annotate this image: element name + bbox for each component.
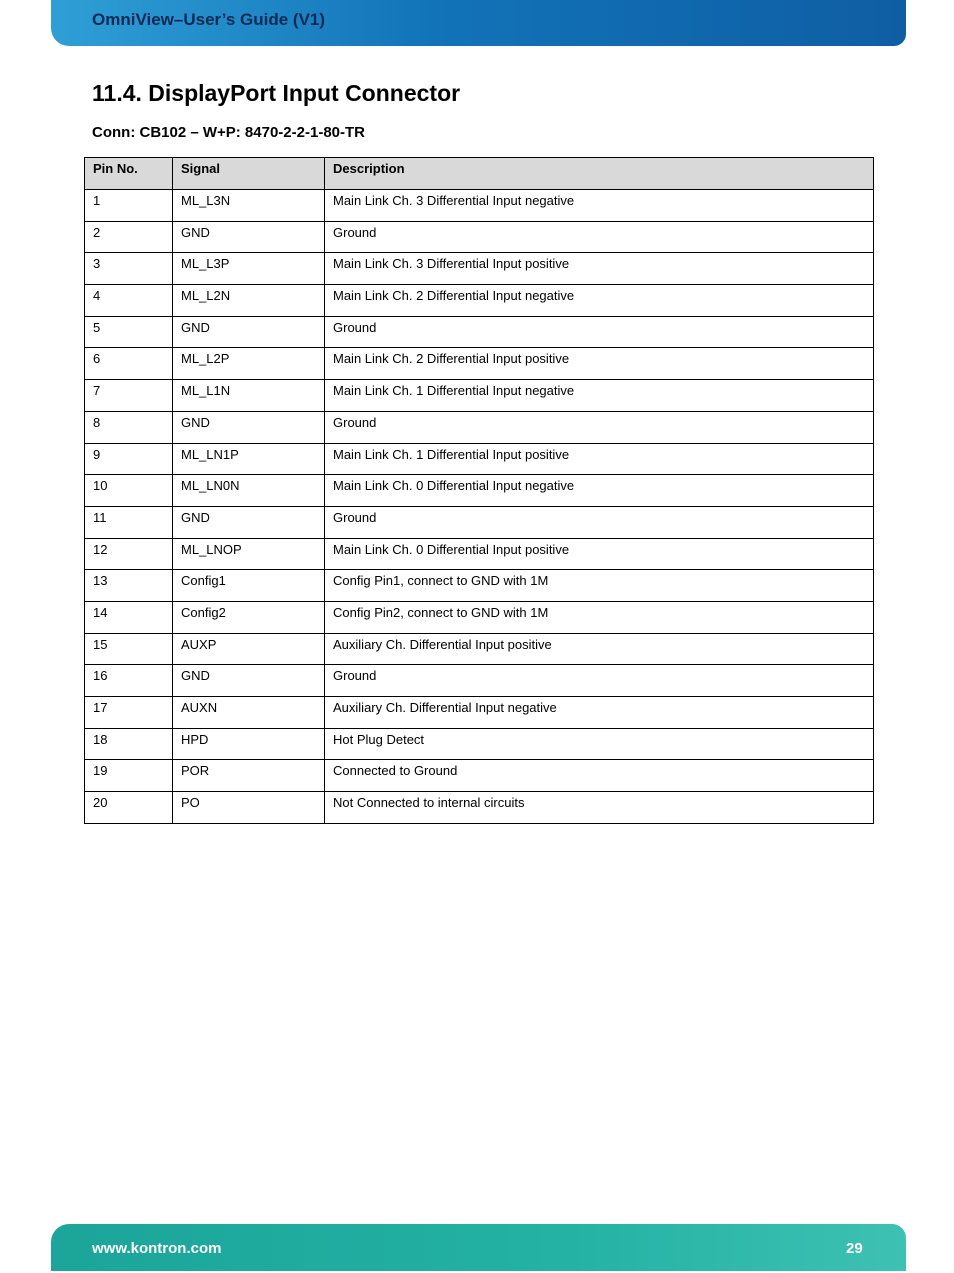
section-title: 11.4. DisplayPort Input Connector [92, 80, 461, 106]
cell-signal: Config2 [173, 601, 325, 633]
cell-signal: GND [173, 221, 325, 253]
cell-signal: ML_L2P [173, 348, 325, 380]
cell-pin: 1 [85, 190, 173, 222]
cell-pin: 12 [85, 538, 173, 570]
cell-signal: ML_LNOP [173, 538, 325, 570]
column-header-signal: Signal [173, 158, 325, 190]
table-row [85, 285, 874, 317]
footer-url: www.kontron.com [92, 1240, 222, 1257]
table-body [85, 190, 874, 824]
cell-pin: 5 [85, 316, 173, 348]
cell-description: Ground [325, 665, 874, 697]
cell-description: Config Pin2, connect to GND with 1M [325, 601, 874, 633]
cell-signal: ML_L1N [173, 380, 325, 412]
table-row [85, 697, 874, 729]
cell-pin: 17 [85, 697, 173, 729]
cell-pin: 8 [85, 411, 173, 443]
cell-pin: 13 [85, 570, 173, 602]
cell-signal: GND [173, 411, 325, 443]
table-row [85, 570, 874, 602]
column-header-pin: Pin No. [85, 158, 173, 190]
cell-pin: 14 [85, 601, 173, 633]
cell-pin: 18 [85, 728, 173, 760]
cell-description: Main Link Ch. 3 Differential Input positive [325, 253, 874, 285]
cell-pin: 15 [85, 633, 173, 665]
table-row [85, 633, 874, 665]
table-header-row [85, 158, 874, 190]
cell-pin: 2 [85, 221, 173, 253]
table-row [85, 411, 874, 443]
table-row [85, 506, 874, 538]
table-row [85, 475, 874, 507]
cell-signal: ML_LN1P [173, 443, 325, 475]
cell-signal: ML_L3N [173, 190, 325, 222]
cell-description: Config Pin1, connect to GND with 1M [325, 570, 874, 602]
cell-pin: 16 [85, 665, 173, 697]
cell-pin: 19 [85, 760, 173, 792]
cell-pin: 7 [85, 380, 173, 412]
cell-pin: 20 [85, 792, 173, 824]
cell-description: Connected to Ground [325, 760, 874, 792]
table-row [85, 221, 874, 253]
cell-signal: AUXN [173, 697, 325, 729]
cell-description: Auxiliary Ch. Differential Input negative [325, 697, 874, 729]
cell-description: Ground [325, 411, 874, 443]
cell-signal: AUXP [173, 633, 325, 665]
table-row [85, 253, 874, 285]
cell-description: Not Connected to internal circuits [325, 792, 874, 824]
cell-description: Main Link Ch. 1 Differential Input negative [325, 380, 874, 412]
cell-description: Ground [325, 221, 874, 253]
cell-signal: GND [173, 506, 325, 538]
cell-description: Main Link Ch. 2 Differential Input positive [325, 348, 874, 380]
cell-pin: 6 [85, 348, 173, 380]
table-row [85, 348, 874, 380]
cell-signal: Config1 [173, 570, 325, 602]
cell-pin: 11 [85, 506, 173, 538]
cell-description: Main Link Ch. 0 Differential Input positive [325, 538, 874, 570]
header-title: OmniView–User’s Guide (V1) [92, 10, 326, 29]
table-row [85, 190, 874, 222]
cell-signal: PO [173, 792, 325, 824]
table-row [85, 665, 874, 697]
cell-pin: 9 [85, 443, 173, 475]
cell-description: Ground [325, 506, 874, 538]
table-row [85, 443, 874, 475]
cell-pin: 10 [85, 475, 173, 507]
table-row [85, 380, 874, 412]
table-row [85, 601, 874, 633]
table-row [85, 792, 874, 824]
cell-description: Hot Plug Detect [325, 728, 874, 760]
cell-description: Ground [325, 316, 874, 348]
cell-signal: ML_L3P [173, 253, 325, 285]
table-row [85, 728, 874, 760]
pin-table [84, 157, 874, 824]
cell-description: Main Link Ch. 1 Differential Input positive [325, 443, 874, 475]
cell-signal: POR [173, 760, 325, 792]
cell-signal: ML_L2N [173, 285, 325, 317]
connector-reference: Conn: CB102 – W+P: 8470-2-2-1-80-TR [92, 124, 365, 141]
cell-description: Main Link Ch. 2 Differential Input negative [325, 285, 874, 317]
cell-signal: HPD [173, 728, 325, 760]
cell-signal: ML_LN0N [173, 475, 325, 507]
cell-description: Auxiliary Ch. Differential Input positive [325, 633, 874, 665]
cell-signal: GND [173, 316, 325, 348]
column-header-description: Description [325, 158, 874, 190]
page-number: 29 [846, 1240, 863, 1257]
table-row [85, 538, 874, 570]
table-row [85, 316, 874, 348]
cell-pin: 4 [85, 285, 173, 317]
cell-description: Main Link Ch. 0 Differential Input negative [325, 475, 874, 507]
cell-description: Main Link Ch. 3 Differential Input negative [325, 190, 874, 222]
cell-signal: GND [173, 665, 325, 697]
cell-pin: 3 [85, 253, 173, 285]
table-row [85, 760, 874, 792]
